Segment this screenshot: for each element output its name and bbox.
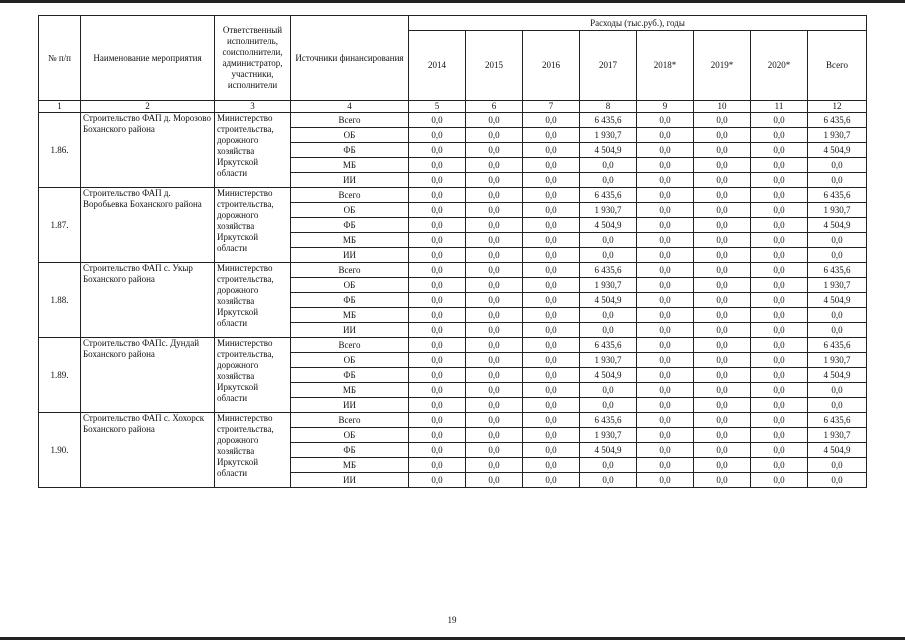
item-number: 1.87. bbox=[39, 188, 81, 263]
funding-source: МБ bbox=[291, 383, 409, 398]
amount-cell: 0,0 bbox=[637, 443, 694, 458]
amount-cell: 0,0 bbox=[694, 203, 751, 218]
funding-source: ФБ bbox=[291, 143, 409, 158]
funding-source: ИИ bbox=[291, 248, 409, 263]
column-number: 11 bbox=[751, 101, 808, 113]
amount-cell: 0,0 bbox=[580, 458, 637, 473]
amount-cell: 0,0 bbox=[580, 308, 637, 323]
amount-cell: 0,0 bbox=[466, 143, 523, 158]
amount-cell: 0,0 bbox=[637, 473, 694, 488]
amount-cell: 0,0 bbox=[523, 308, 580, 323]
amount-cell: 0,0 bbox=[409, 233, 466, 248]
amount-cell: 4 504,9 bbox=[580, 218, 637, 233]
amount-cell: 0,0 bbox=[637, 383, 694, 398]
amount-cell: 0,0 bbox=[694, 458, 751, 473]
amount-cell: 0,0 bbox=[694, 353, 751, 368]
header-expenses: Расходы (тыс.руб.), годы bbox=[409, 16, 867, 31]
amount-cell: 0,0 bbox=[523, 368, 580, 383]
amount-cell: 0,0 bbox=[523, 293, 580, 308]
item-name: Строительство ФАП д. Морозово Боханского района bbox=[81, 113, 215, 188]
header-no: № п/п bbox=[39, 16, 81, 101]
amount-cell: 0,0 bbox=[409, 398, 466, 413]
amount-cell: 0,0 bbox=[466, 158, 523, 173]
amount-cell: 0,0 bbox=[523, 353, 580, 368]
item-number: 1.86. bbox=[39, 113, 81, 188]
amount-cell: 0,0 bbox=[694, 143, 751, 158]
amount-cell: 0,0 bbox=[637, 368, 694, 383]
amount-cell: 1 930,7 bbox=[808, 128, 867, 143]
column-number: 10 bbox=[694, 101, 751, 113]
amount-cell: 6 435,6 bbox=[580, 413, 637, 428]
amount-cell: 0,0 bbox=[751, 128, 808, 143]
amount-cell: 0,0 bbox=[637, 353, 694, 368]
amount-cell: 0,0 bbox=[751, 188, 808, 203]
column-number: 1 bbox=[39, 101, 81, 113]
amount-cell: 0,0 bbox=[523, 428, 580, 443]
amount-cell: 0,0 bbox=[409, 323, 466, 338]
amount-cell: 0,0 bbox=[523, 203, 580, 218]
amount-cell: 4 504,9 bbox=[808, 293, 867, 308]
funding-source: ФБ bbox=[291, 368, 409, 383]
amount-cell: 0,0 bbox=[523, 413, 580, 428]
amount-cell: 0,0 bbox=[466, 128, 523, 143]
amount-cell: 0,0 bbox=[466, 203, 523, 218]
funding-source: Всего bbox=[291, 188, 409, 203]
amount-cell: 0,0 bbox=[466, 188, 523, 203]
item-name: Строительство ФАП с. Хохорск Боханского района bbox=[81, 413, 215, 488]
amount-cell: 0,0 bbox=[466, 173, 523, 188]
amount-cell: 0,0 bbox=[580, 473, 637, 488]
header-name: Наименование мероприятия bbox=[81, 16, 215, 101]
amount-cell: 0,0 bbox=[466, 428, 523, 443]
funding-source: ФБ bbox=[291, 443, 409, 458]
amount-cell: 6 435,6 bbox=[808, 188, 867, 203]
amount-cell: 0,0 bbox=[523, 128, 580, 143]
amount-cell: 0,0 bbox=[637, 428, 694, 443]
amount-cell: 0,0 bbox=[409, 293, 466, 308]
amount-cell: 0,0 bbox=[409, 173, 466, 188]
amount-cell: 0,0 bbox=[751, 413, 808, 428]
amount-cell: 0,0 bbox=[466, 338, 523, 353]
amount-cell: 0,0 bbox=[808, 473, 867, 488]
amount-cell: 0,0 bbox=[751, 143, 808, 158]
column-number: 4 bbox=[291, 101, 409, 113]
amount-cell: 0,0 bbox=[466, 353, 523, 368]
column-number: 6 bbox=[466, 101, 523, 113]
funding-source: ИИ bbox=[291, 473, 409, 488]
amount-cell: 0,0 bbox=[694, 428, 751, 443]
amount-cell: 0,0 bbox=[808, 458, 867, 473]
amount-cell: 0,0 bbox=[409, 368, 466, 383]
amount-cell: 0,0 bbox=[637, 263, 694, 278]
amount-cell: 0,0 bbox=[637, 248, 694, 263]
amount-cell: 1 930,7 bbox=[808, 278, 867, 293]
header-year: 2020* bbox=[751, 31, 808, 101]
amount-cell: 0,0 bbox=[409, 443, 466, 458]
amount-cell: 0,0 bbox=[751, 368, 808, 383]
amount-cell: 0,0 bbox=[694, 473, 751, 488]
amount-cell: 4 504,9 bbox=[808, 443, 867, 458]
amount-cell: 0,0 bbox=[409, 143, 466, 158]
amount-cell: 0,0 bbox=[751, 203, 808, 218]
amount-cell: 1 930,7 bbox=[580, 203, 637, 218]
funding-source: МБ bbox=[291, 158, 409, 173]
column-number: 2 bbox=[81, 101, 215, 113]
table-row bbox=[39, 113, 867, 128]
amount-cell: 0,0 bbox=[694, 323, 751, 338]
amount-cell: 0,0 bbox=[751, 428, 808, 443]
amount-cell: 0,0 bbox=[466, 383, 523, 398]
amount-cell: 0,0 bbox=[637, 188, 694, 203]
funding-source: ОБ bbox=[291, 428, 409, 443]
amount-cell: 4 504,9 bbox=[808, 218, 867, 233]
amount-cell: 4 504,9 bbox=[808, 368, 867, 383]
amount-cell: 0,0 bbox=[523, 173, 580, 188]
amount-cell: 0,0 bbox=[808, 383, 867, 398]
amount-cell: 0,0 bbox=[751, 278, 808, 293]
amount-cell: 0,0 bbox=[751, 173, 808, 188]
item-name: Строительство ФАП д. Воробьевка Боханского района bbox=[81, 188, 215, 263]
amount-cell: 0,0 bbox=[694, 263, 751, 278]
amount-cell: 0,0 bbox=[580, 383, 637, 398]
amount-cell: 0,0 bbox=[694, 278, 751, 293]
amount-cell: 0,0 bbox=[637, 323, 694, 338]
column-number: 7 bbox=[523, 101, 580, 113]
amount-cell: 0,0 bbox=[751, 473, 808, 488]
amount-cell: 0,0 bbox=[409, 113, 466, 128]
amount-cell: 0,0 bbox=[751, 113, 808, 128]
amount-cell: 4 504,9 bbox=[580, 293, 637, 308]
amount-cell: 0,0 bbox=[523, 458, 580, 473]
amount-cell: 0,0 bbox=[409, 353, 466, 368]
amount-cell: 0,0 bbox=[580, 248, 637, 263]
amount-cell: 0,0 bbox=[751, 308, 808, 323]
item-responsible: Министерство строительства, дорожного хозяйства Иркутской области bbox=[215, 263, 291, 338]
funding-source: ИИ bbox=[291, 173, 409, 188]
amount-cell: 0,0 bbox=[466, 368, 523, 383]
item-responsible: Министерство строительства, дорожного хозяйства Иркутской области bbox=[215, 413, 291, 488]
amount-cell: 0,0 bbox=[751, 353, 808, 368]
amount-cell: 4 504,9 bbox=[808, 143, 867, 158]
amount-cell: 0,0 bbox=[637, 308, 694, 323]
amount-cell: 0,0 bbox=[466, 458, 523, 473]
amount-cell: 0,0 bbox=[751, 233, 808, 248]
amount-cell: 0,0 bbox=[466, 218, 523, 233]
funding-source: ОБ bbox=[291, 353, 409, 368]
amount-cell: 0,0 bbox=[694, 248, 751, 263]
amount-cell: 0,0 bbox=[751, 263, 808, 278]
amount-cell: 0,0 bbox=[637, 293, 694, 308]
funding-source: МБ bbox=[291, 458, 409, 473]
item-number: 1.89. bbox=[39, 338, 81, 413]
amount-cell: 0,0 bbox=[637, 278, 694, 293]
amount-cell: 0,0 bbox=[751, 248, 808, 263]
amount-cell: 0,0 bbox=[694, 128, 751, 143]
amount-cell: 0,0 bbox=[637, 113, 694, 128]
header-responsible: Ответственный исполнитель, соисполнители, администратор, участники, исполнители bbox=[215, 16, 291, 101]
amount-cell: 1 930,7 bbox=[580, 278, 637, 293]
amount-cell: 0,0 bbox=[808, 158, 867, 173]
amount-cell: 0,0 bbox=[466, 308, 523, 323]
table-row bbox=[39, 188, 867, 203]
amount-cell: 1 930,7 bbox=[808, 203, 867, 218]
amount-cell: 0,0 bbox=[694, 443, 751, 458]
item-name: Строительство ФАП с. Укыр Боханского района bbox=[81, 263, 215, 338]
amount-cell: 0,0 bbox=[523, 278, 580, 293]
amount-cell: 0,0 bbox=[523, 188, 580, 203]
amount-cell: 1 930,7 bbox=[808, 428, 867, 443]
amount-cell: 0,0 bbox=[523, 263, 580, 278]
amount-cell: 0,0 bbox=[694, 293, 751, 308]
amount-cell: 6 435,6 bbox=[580, 338, 637, 353]
amount-cell: 0,0 bbox=[694, 383, 751, 398]
amount-cell: 0,0 bbox=[466, 398, 523, 413]
header-year: 2016 bbox=[523, 31, 580, 101]
amount-cell: 6 435,6 bbox=[808, 113, 867, 128]
amount-cell: 0,0 bbox=[466, 248, 523, 263]
amount-cell: 6 435,6 bbox=[580, 188, 637, 203]
amount-cell: 1 930,7 bbox=[808, 353, 867, 368]
amount-cell: 0,0 bbox=[523, 113, 580, 128]
amount-cell: 4 504,9 bbox=[580, 443, 637, 458]
amount-cell: 0,0 bbox=[751, 383, 808, 398]
amount-cell: 0,0 bbox=[637, 338, 694, 353]
amount-cell: 0,0 bbox=[694, 233, 751, 248]
funding-source: Всего bbox=[291, 338, 409, 353]
amount-cell: 0,0 bbox=[409, 413, 466, 428]
amount-cell: 0,0 bbox=[808, 233, 867, 248]
amount-cell: 0,0 bbox=[808, 398, 867, 413]
column-number: 5 bbox=[409, 101, 466, 113]
amount-cell: 0,0 bbox=[694, 308, 751, 323]
amount-cell: 0,0 bbox=[694, 188, 751, 203]
amount-cell: 0,0 bbox=[409, 263, 466, 278]
amount-cell: 0,0 bbox=[409, 188, 466, 203]
funding-source: ИИ bbox=[291, 323, 409, 338]
page-top-border bbox=[0, 0, 905, 3]
funding-source: ИИ bbox=[291, 398, 409, 413]
amount-cell: 0,0 bbox=[466, 233, 523, 248]
amount-cell: 0,0 bbox=[751, 338, 808, 353]
amount-cell: 0,0 bbox=[523, 473, 580, 488]
amount-cell: 0,0 bbox=[523, 143, 580, 158]
amount-cell: 0,0 bbox=[751, 443, 808, 458]
item-responsible: Министерство строительства, дорожного хозяйства Иркутской области bbox=[215, 188, 291, 263]
item-name: Строительство ФАПс. Дундай Боханского района bbox=[81, 338, 215, 413]
funding-source: ФБ bbox=[291, 218, 409, 233]
amount-cell: 4 504,9 bbox=[580, 143, 637, 158]
funding-source: Всего bbox=[291, 413, 409, 428]
amount-cell: 0,0 bbox=[694, 398, 751, 413]
financing-table bbox=[38, 15, 867, 488]
amount-cell: 0,0 bbox=[409, 128, 466, 143]
header-year: 2018* bbox=[637, 31, 694, 101]
amount-cell: 0,0 bbox=[637, 158, 694, 173]
amount-cell: 0,0 bbox=[580, 323, 637, 338]
page-number: 19 bbox=[447, 615, 457, 625]
funding-source: ОБ bbox=[291, 278, 409, 293]
column-number: 3 bbox=[215, 101, 291, 113]
amount-cell: 0,0 bbox=[637, 413, 694, 428]
header-sources: Источники финансирования bbox=[291, 16, 409, 101]
amount-cell: 0,0 bbox=[523, 248, 580, 263]
amount-cell: 0,0 bbox=[409, 428, 466, 443]
table-row bbox=[39, 338, 867, 353]
amount-cell: 0,0 bbox=[751, 323, 808, 338]
amount-cell: 4 504,9 bbox=[580, 368, 637, 383]
amount-cell: 0,0 bbox=[409, 158, 466, 173]
amount-cell: 6 435,6 bbox=[580, 113, 637, 128]
amount-cell: 0,0 bbox=[523, 398, 580, 413]
column-number: 9 bbox=[637, 101, 694, 113]
amount-cell: 0,0 bbox=[523, 338, 580, 353]
column-number: 8 bbox=[580, 101, 637, 113]
funding-source: ОБ bbox=[291, 203, 409, 218]
amount-cell: 0,0 bbox=[751, 458, 808, 473]
amount-cell: 0,0 bbox=[694, 368, 751, 383]
funding-source: Всего bbox=[291, 113, 409, 128]
amount-cell: 0,0 bbox=[694, 173, 751, 188]
amount-cell: 0,0 bbox=[637, 128, 694, 143]
amount-cell: 0,0 bbox=[409, 218, 466, 233]
amount-cell: 0,0 bbox=[409, 473, 466, 488]
amount-cell: 6 435,6 bbox=[580, 263, 637, 278]
amount-cell: 0,0 bbox=[409, 308, 466, 323]
amount-cell: 0,0 bbox=[808, 173, 867, 188]
amount-cell: 0,0 bbox=[751, 398, 808, 413]
amount-cell: 0,0 bbox=[409, 383, 466, 398]
amount-cell: 0,0 bbox=[523, 383, 580, 398]
amount-cell: 6 435,6 bbox=[808, 338, 867, 353]
amount-cell: 6 435,6 bbox=[808, 263, 867, 278]
item-number: 1.88. bbox=[39, 263, 81, 338]
amount-cell: 0,0 bbox=[466, 443, 523, 458]
funding-source: ФБ bbox=[291, 293, 409, 308]
amount-cell: 0,0 bbox=[523, 158, 580, 173]
amount-cell: 0,0 bbox=[751, 158, 808, 173]
amount-cell: 0,0 bbox=[409, 203, 466, 218]
amount-cell: 0,0 bbox=[808, 248, 867, 263]
amount-cell: 0,0 bbox=[580, 398, 637, 413]
amount-cell: 0,0 bbox=[466, 323, 523, 338]
amount-cell: 1 930,7 bbox=[580, 353, 637, 368]
item-number: 1.90. bbox=[39, 413, 81, 488]
funding-source: МБ bbox=[291, 233, 409, 248]
funding-source: МБ bbox=[291, 308, 409, 323]
header-year: 2019* bbox=[694, 31, 751, 101]
amount-cell: 0,0 bbox=[523, 233, 580, 248]
amount-cell: 0,0 bbox=[637, 143, 694, 158]
amount-cell: 0,0 bbox=[694, 338, 751, 353]
item-responsible: Министерство строительства, дорожного хозяйства Иркутской области bbox=[215, 113, 291, 188]
amount-cell: 0,0 bbox=[523, 323, 580, 338]
amount-cell: 0,0 bbox=[694, 113, 751, 128]
column-number: 12 bbox=[808, 101, 867, 113]
amount-cell: 0,0 bbox=[808, 323, 867, 338]
header-year: 2015 bbox=[466, 31, 523, 101]
amount-cell: 0,0 bbox=[694, 218, 751, 233]
amount-cell: 0,0 bbox=[751, 293, 808, 308]
amount-cell: 0,0 bbox=[466, 113, 523, 128]
amount-cell: 1 930,7 bbox=[580, 128, 637, 143]
amount-cell: 0,0 bbox=[409, 458, 466, 473]
amount-cell: 0,0 bbox=[523, 443, 580, 458]
table-row bbox=[39, 263, 867, 278]
item-responsible: Министерство строительства, дорожного хозяйства Иркутской области bbox=[215, 338, 291, 413]
header-year: Всего bbox=[808, 31, 867, 101]
amount-cell: 0,0 bbox=[466, 413, 523, 428]
funding-source: ОБ bbox=[291, 128, 409, 143]
amount-cell: 0,0 bbox=[751, 218, 808, 233]
amount-cell: 1 930,7 bbox=[580, 428, 637, 443]
amount-cell: 0,0 bbox=[409, 338, 466, 353]
amount-cell: 0,0 bbox=[466, 263, 523, 278]
amount-cell: 0,0 bbox=[409, 248, 466, 263]
amount-cell: 0,0 bbox=[637, 173, 694, 188]
amount-cell: 0,0 bbox=[580, 233, 637, 248]
amount-cell: 0,0 bbox=[466, 278, 523, 293]
table-row bbox=[39, 413, 867, 428]
amount-cell: 0,0 bbox=[523, 218, 580, 233]
amount-cell: 0,0 bbox=[694, 158, 751, 173]
amount-cell: 0,0 bbox=[808, 308, 867, 323]
amount-cell: 0,0 bbox=[466, 473, 523, 488]
amount-cell: 0,0 bbox=[637, 398, 694, 413]
amount-cell: 0,0 bbox=[466, 293, 523, 308]
amount-cell: 0,0 bbox=[409, 278, 466, 293]
amount-cell: 6 435,6 bbox=[808, 413, 867, 428]
amount-cell: 0,0 bbox=[580, 173, 637, 188]
header-year: 2017 bbox=[580, 31, 637, 101]
funding-source: Всего bbox=[291, 263, 409, 278]
amount-cell: 0,0 bbox=[637, 203, 694, 218]
amount-cell: 0,0 bbox=[637, 218, 694, 233]
header-year: 2014 bbox=[409, 31, 466, 101]
amount-cell: 0,0 bbox=[637, 458, 694, 473]
amount-cell: 0,0 bbox=[637, 233, 694, 248]
amount-cell: 0,0 bbox=[694, 413, 751, 428]
amount-cell: 0,0 bbox=[580, 158, 637, 173]
